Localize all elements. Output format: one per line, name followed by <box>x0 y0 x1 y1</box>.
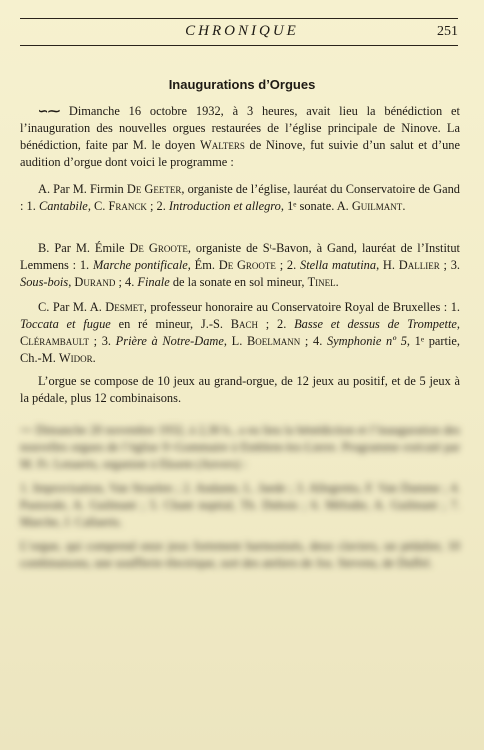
blurred-paragraph-3: L’orgue, qui comprend onze jeux fortement harmonisés, deux claviers, un pédalier, 10 combinaisons, une soufflerie électrique, sort des ateliers de Jos. Stevens, de Duffel. <box>20 539 460 570</box>
intro-paragraph: ∽⁓ Dimanche 16 octobre 1932, à 3 heures, avait lieu la bénédiction et l’inauguration des nouvelles orgues restaurées de l’église principale de Ninove. La bénédiction, faite par M. le doyen Walters de Ninove, fut suivie d’un salut et d’une audition d’orgue dont voici le programme : <box>20 104 461 169</box>
header-bottom-rule <box>20 45 458 46</box>
program-item-b: B. Par M. Émile De Groote, organiste de Sᵗ-Bavon, à Gand, lauréat de l’Institut Lemmens : 1. Marche pontificale, Ém. De Groote ; 2. Stella matutina, H. Dallier ; 3. Sous-bois, Durand ; 4. Finale de la sonate en sol mineur, Tinel. <box>20 241 461 289</box>
program-item-a: A. Par M. Firmin De Geeter, organiste de l’église, lauréat du Conservatoire de Gand : 1. Cantabile, C. Franck ; 2. Introduction et allegro, 1ᵉ sonate. A. Guilmant. <box>20 182 460 213</box>
section-title: Inaugurations d’Orgues <box>168 77 316 92</box>
blurred-paragraph-1: ⁓ Dimanche 20 novembre 1932, à 2,30 h., a eu lieu la bénédiction et l’inauguration des nouvelles orgues de l’église Sᵗ-Gommaire à Emblem-lez-Lierre. Programme exécuté par M. Fr. Lenaerts, organiste à Eksem (Anvers) : <box>20 423 460 471</box>
page-number: 251 <box>437 24 458 39</box>
closing-paragraph: L’orgue se compose de 10 jeux au grand-orgue, de 12 jeux au positif, et de 5 jeux à la pédale, plus 12 combinaisons. <box>20 374 460 405</box>
ornament-icon: ∽⁓ <box>38 104 61 118</box>
program-item-c: C. Par M. A. Desmet, professeur honoraire au Conservatoire Royal de Bruxelles : 1. Toccata et fugue en ré mineur, J.-S. Bach ; 2. Basse et dessus de Trompette, Clérambault ; 3. Prière à Notre-Dame, L. Boelmann ; 4. Symphonie nº 5, 1ᵉ partie, Ch.-M. Widor. <box>20 300 461 365</box>
running-head: CHRONIQUE <box>185 23 299 39</box>
header-top-rule <box>20 18 458 19</box>
blurred-paragraph-2: 1. Improvisation, Van Straelen ; 2. Andante, L. Jaede ; 3. Allegretto, F. Van Damme ; 4. Pastorale, A. Guilmant ; 5. Chant nuptial, Th. Dubois ; 6. Mélodie, A. Guilmant ; 7. Marche, J. Callaerts. <box>20 481 460 529</box>
